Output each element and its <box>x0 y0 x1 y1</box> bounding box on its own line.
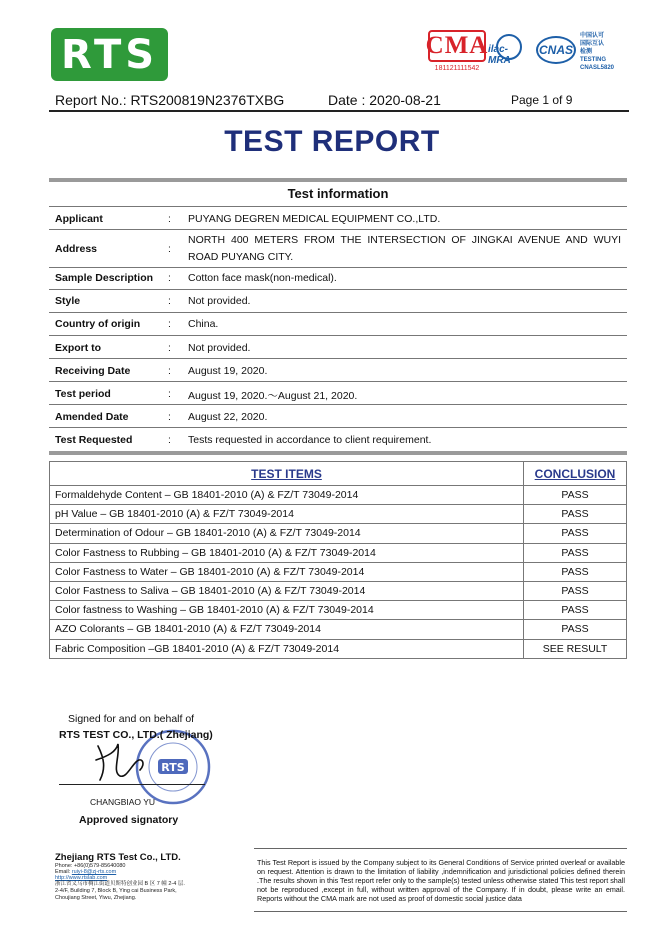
footer-address-line1: 2-4/F, Building 7, Block B, Ying cai Business Park, <box>55 888 177 894</box>
conclusion-header: CONCLUSION <box>524 462 627 486</box>
test-items-table <box>49 461 627 659</box>
row-divider <box>49 335 627 336</box>
table-header-row <box>50 462 627 486</box>
info-colon: : <box>168 342 171 354</box>
test-item-cell: Determination of Odour – GB 18401-2010 (A) & FZ/T 73049-2014 <box>50 524 524 543</box>
table-row <box>50 562 627 581</box>
signatory-role: Approved signatory <box>79 814 179 826</box>
test-item-cell: pH Value – GB 18401-2010 (A) & FZ/T 73049-2014 <box>50 505 524 524</box>
footer-address-line2: Choujiang Street, Yiwu, Zhejiang. <box>55 895 137 901</box>
test-item-cell: Formaldehyde Content – GB 18401-2010 (A) & FZ/T 73049-2014 <box>50 486 524 505</box>
cnas-badge-line: TESTING <box>580 57 607 63</box>
info-label: Test Requested <box>55 434 133 446</box>
conclusion-cell: PASS <box>524 601 627 620</box>
cma-logo: CMA <box>428 30 486 62</box>
info-label: Amended Date <box>55 411 129 423</box>
info-colon: : <box>168 295 171 307</box>
row-divider <box>49 229 627 230</box>
table-row <box>50 639 627 658</box>
info-colon: : <box>168 213 171 225</box>
cnas-badge <box>580 32 620 72</box>
conclusion-cell: PASS <box>524 505 627 524</box>
table-row <box>50 581 627 600</box>
page-number: Page 1 of 9 <box>511 93 573 107</box>
ilac-mra-text: ilac-MRA <box>488 44 511 66</box>
disclaimer-text: This Test Report is issued by the Company subject to its General Conditions of Service printed overleaf or available on request. Attention is drawn to the limitation of liability ,indemnification and jurisdictional policies defined therein .The results shown in this Test report refer only to the sample(s) tested unless otherwise stated This test report shall not be reproduced ,except in full, without written approval of the Company. If in doubt, please write an email. Reports without the CMA mark are not used as proof of domestic social justice data <box>257 858 625 903</box>
info-colon: : <box>168 318 171 330</box>
section-divider <box>49 178 627 182</box>
cnas-badge-line: 国际互认 <box>580 41 605 47</box>
info-value: Tests requested in accordance to client requirement. <box>188 434 432 446</box>
cnas-mark <box>534 34 578 70</box>
test-info-heading: Test information <box>287 186 389 201</box>
footer-phone: Phone: +86(0)579-85640080 <box>55 863 126 869</box>
table-row <box>50 620 627 639</box>
info-value: China. <box>188 318 219 330</box>
conclusion-cell: PASS <box>524 486 627 505</box>
info-value: PUYANG DEGREN MEDICAL EQUIPMENT CO.,LTD. <box>188 213 441 225</box>
test-item-cell: Color Fastness to Water – GB 18401-2010 (A) & FZ/T 73049-2014 <box>50 562 524 581</box>
table-row <box>50 505 627 524</box>
info-label: Country of origin <box>55 318 141 330</box>
conclusion-cell: PASS <box>524 543 627 562</box>
test-item-cell: Fabric Composition –GB 18401-2010 (A) & FZ/T 73049-2014 <box>50 639 524 658</box>
info-value: Not provided. <box>188 342 251 354</box>
info-label: Sample Description <box>55 272 154 284</box>
info-value: August 22, 2020. <box>188 411 268 423</box>
info-label: Applicant <box>55 213 103 225</box>
info-colon: : <box>168 388 171 400</box>
rts-logo <box>51 28 168 81</box>
row-divider <box>49 267 627 268</box>
row-divider <box>49 427 627 428</box>
row-divider <box>49 312 627 313</box>
info-label: Style <box>55 295 81 307</box>
test-item-cell: Color Fastness to Saliva – GB 18401-2010 (A) & FZ/T 73049-2014 <box>50 581 524 600</box>
conclusion-cell: PASS <box>524 524 627 543</box>
signing-company: RTS TEST CO., LTD.( Zhejiang) <box>59 729 213 741</box>
conclusion-cell: PASS <box>524 562 627 581</box>
page-title: TEST REPORT <box>224 125 440 158</box>
table-row <box>50 543 627 562</box>
table-row <box>50 601 627 620</box>
row-divider <box>49 381 627 382</box>
info-colon: : <box>168 365 171 377</box>
conclusion-cell: PASS <box>524 620 627 639</box>
disclaimer-bottom-line <box>254 911 627 912</box>
handwritten-signature-icon <box>90 738 150 783</box>
info-colon: : <box>168 272 171 284</box>
conclusion-cell: PASS <box>524 581 627 600</box>
rts-logo-text: RTS <box>60 31 159 78</box>
seal-text: RTS <box>161 761 185 774</box>
info-value: Cotton face mask(non-medical). <box>188 272 337 284</box>
conclusion-cell: SEE RESULT <box>524 639 627 658</box>
row-divider <box>49 289 627 290</box>
signature-line <box>59 784 205 785</box>
row-divider <box>49 404 627 405</box>
info-label: Receiving Date <box>55 365 131 377</box>
info-label: Address <box>55 243 98 255</box>
test-item-cell: Color fastness to Washing – GB 18401-2010 (A) & FZ/T 73049-2014 <box>50 601 524 620</box>
cnas-badge-line: 检测 <box>580 49 593 55</box>
info-colon: : <box>168 243 171 255</box>
test-item-cell: Color Fastness to Rubbing – GB 18401-2010 (A) & FZ/T 73049-2014 <box>50 543 524 562</box>
table-row <box>50 486 627 505</box>
cnas-badge-line: 中国认可 <box>580 33 605 39</box>
info-colon: : <box>168 434 171 446</box>
table-row <box>50 524 627 543</box>
disclaimer-top-line <box>254 848 627 849</box>
report-date: Date : 2020-08-21 <box>328 92 441 108</box>
info-value: Not provided. <box>188 295 251 307</box>
report-number: Report No.: RTS200819N2376TXBG <box>55 92 285 108</box>
info-value: NORTH 400 METERS FROM THE INTERSECTION OF JINGKAI AVENUE AND WUYI ROAD PUYANG CITY. <box>188 234 621 263</box>
certification-marks <box>425 28 616 78</box>
footer-website-link[interactable]: http://www.rtslab.com <box>55 875 108 881</box>
footer-address-cn: 浙江省义乌市稠江街道贝斯特创业园 B 区 7 幢 2-4 层. <box>55 881 185 887</box>
info-value: August 19, 2020.～August 21, 2020. <box>188 390 358 402</box>
info-colon: : <box>168 411 171 423</box>
signed-on-behalf-text: Signed for and on behalf of <box>68 713 195 725</box>
cma-number: 181121111542 <box>434 65 480 72</box>
cma-mark <box>425 30 489 74</box>
row-divider <box>49 206 627 207</box>
header-divider <box>49 110 629 112</box>
section-divider <box>49 451 627 455</box>
footer-email-label: Email: <box>55 869 72 875</box>
row-divider <box>49 358 627 359</box>
ilac-mra-mark <box>488 34 530 70</box>
info-label: Test period <box>55 388 111 400</box>
test-items-header: TEST ITEMS <box>50 462 524 486</box>
info-value: August 19, 2020. <box>188 365 268 377</box>
footer-email-link[interactable]: ruiyi-8@zj-rts.com <box>71 869 117 875</box>
info-label: Export to <box>55 342 102 354</box>
footer-company: Zhejiang RTS Test Co., LTD. <box>55 852 181 863</box>
cnas-text: CNAS <box>538 43 573 57</box>
test-item-cell: AZO Colorants – GB 18401-2010 (A) & FZ/T 73049-2014 <box>50 620 524 639</box>
signatory-name: CHANGBIAO YU <box>90 797 156 807</box>
cnas-badge-line: CNASL5820 <box>580 65 615 71</box>
